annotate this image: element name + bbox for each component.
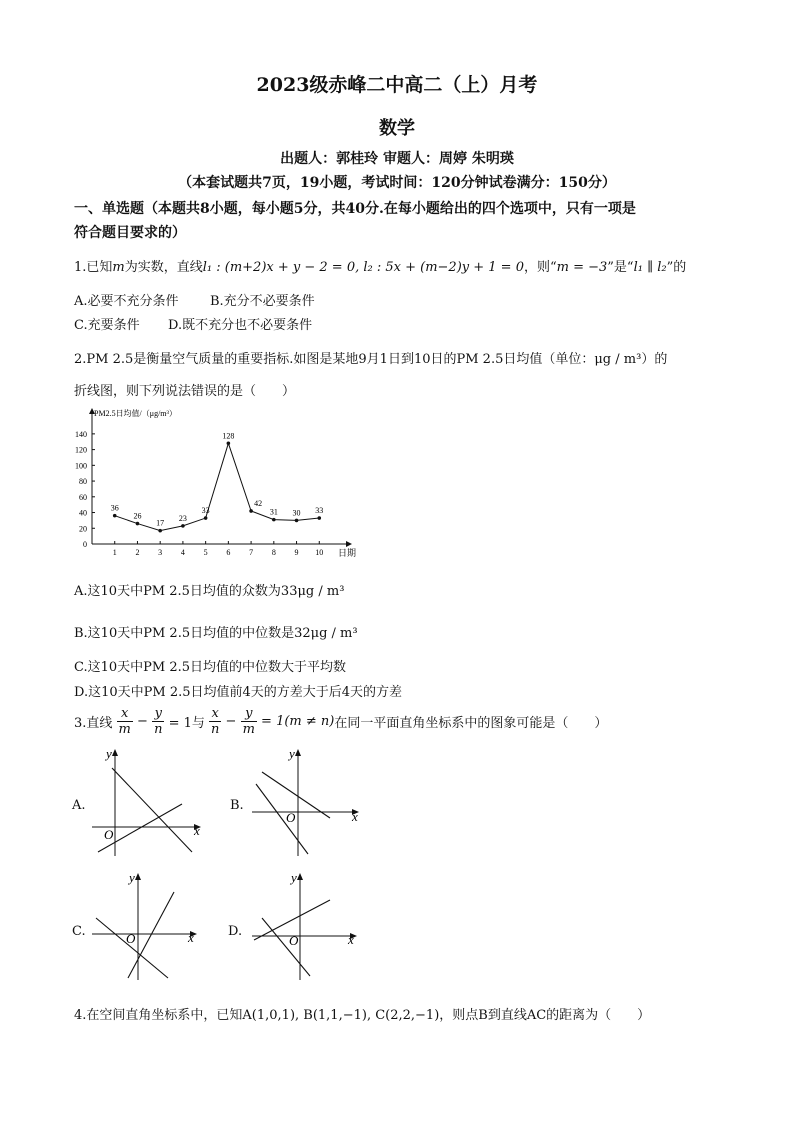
q1-equations: l₁ : (m+2)x + y − 2 = 0, l₂ : 5x + (m−2)y + 1 = 0 <box>202 260 524 275</box>
chart-y-tick-label: 40 <box>79 508 87 518</box>
q3-frac-x-over-n <box>209 706 221 737</box>
pm25-line-chart <box>60 404 380 564</box>
q3-eq1-tail: = 1与 <box>168 716 205 731</box>
chart-x-tick-label: 2 <box>135 548 140 557</box>
question-1-stem <box>74 256 686 275</box>
q1-mid1: 为实数，直线 <box>124 260 203 275</box>
q1-option-c[interactable]: C.充要条件 <box>74 318 140 333</box>
x-label: x <box>188 930 194 945</box>
q3-graph-d[interactable] <box>248 868 368 984</box>
chart-data-label: 33 <box>315 506 324 516</box>
q3-f2-num: y <box>152 706 164 722</box>
chart-data-label: 17 <box>156 518 165 528</box>
y-label: y <box>289 746 295 761</box>
chart-data-label: 26 <box>133 511 142 521</box>
q1-option-d[interactable]: D.既不充分也不必要条件 <box>168 318 313 333</box>
q3-f3-den: n <box>211 722 220 737</box>
chart-data-point <box>317 516 321 520</box>
chart-data-point <box>158 529 162 533</box>
chart-data-label: 30 <box>292 508 301 518</box>
q3-graph-a[interactable] <box>88 744 208 860</box>
y-label: y <box>291 870 297 885</box>
chart-x-tick-label: 6 <box>226 548 231 557</box>
chart-data-label: 23 <box>178 513 187 523</box>
y-label: y <box>129 870 135 885</box>
subject-title: 数学 <box>379 118 415 139</box>
chart-data-label: 36 <box>110 503 119 513</box>
q3-f1-num: x <box>117 706 133 722</box>
q1-mid3: ”是“ <box>607 260 634 275</box>
chart-data-point <box>136 522 140 526</box>
chart-x-tick-label: 9 <box>294 548 299 557</box>
chart-data-point <box>181 524 185 528</box>
q2-option-b[interactable]: B.这10天中PM 2.5日均值的中位数是32μg / m³ <box>74 626 358 641</box>
q3-option-d-label[interactable]: D. <box>228 924 243 939</box>
q3-minus-1: − <box>137 714 148 729</box>
line-1 <box>96 918 168 978</box>
chart-x-tick-label: 1 <box>112 548 117 557</box>
chart-data-point <box>272 518 276 522</box>
chart-y-tick-label: 120 <box>75 445 87 455</box>
chart-x-tick-label: 5 <box>203 548 208 557</box>
section-heading-line2: 符合题目要求的） <box>74 225 186 241</box>
q3-frac-y-over-m <box>241 706 257 737</box>
chart-y-tick-label: 0 <box>83 540 87 549</box>
chart-data-label: 42 <box>254 498 263 508</box>
q3-option-a-label[interactable]: A. <box>72 798 86 813</box>
chart-x-tick-label: 8 <box>271 548 276 557</box>
chart-x-tick-label: 3 <box>158 548 163 557</box>
q2-option-c[interactable]: C.这10天中PM 2.5日均值的中位数大于平均数 <box>74 660 347 675</box>
q1-option-a[interactable]: A.必要不充分条件 <box>74 294 179 309</box>
chart-data-label: 33 <box>201 506 210 516</box>
chart-data-point <box>295 519 299 523</box>
line-2 <box>262 918 310 976</box>
q3-f3-num: x <box>209 706 221 722</box>
q3-frac-y-over-n <box>152 706 164 737</box>
q3-f4-num: y <box>241 706 257 722</box>
line-1 <box>262 772 330 818</box>
x-label: x <box>194 823 200 838</box>
authors-line: 出题人：郭桂玲 审题人：周婷 朱明瑛 <box>280 151 514 167</box>
x-label: x <box>352 809 358 824</box>
q3-option-c-label[interactable]: C. <box>72 924 86 939</box>
question-3-stem <box>74 706 607 737</box>
chart-y-tick-label: 140 <box>75 429 87 439</box>
section-heading-line1: 一、单选题（本题共8小题，每小题5分，共40分.在每小题给出的四个选项中，只有一项是 <box>74 201 636 217</box>
chart-x-axis-arrow <box>346 541 352 547</box>
q2-unit: μg / m³ <box>594 352 642 367</box>
q3-option-b-label[interactable]: B. <box>230 798 244 813</box>
q2-option-d[interactable]: D.这10天中PM 2.5日均值前4天的方差大于后4天的方差 <box>74 685 403 700</box>
chart-data-point <box>113 514 117 518</box>
x-label: x <box>348 932 354 947</box>
q3-f1-den: m <box>118 722 131 737</box>
q1-var-m: m <box>112 260 125 275</box>
origin-label: O <box>286 810 296 825</box>
chart-y-tick-label: 60 <box>79 492 87 502</box>
chart-x-tick-label: 4 <box>180 548 185 557</box>
chart-series-line <box>115 443 320 530</box>
question-4-stem: 4.在空间直角坐标系中，已知A(1,0,1), B(1,1,−1), C(2,2,−1)，则点B到直线AC的距离为（ ） <box>74 1008 651 1023</box>
q3-minus-2: − <box>225 714 237 729</box>
q3-suffix: 在同一平面直角坐标系中的图象可能是（ ） <box>334 716 608 731</box>
chart-x-label: 日期 <box>338 548 357 558</box>
q2-line1-suffix: ）的 <box>641 352 668 367</box>
q3-graph-c[interactable] <box>88 868 208 984</box>
origin-label: O <box>126 931 136 946</box>
origin-label: O <box>289 933 299 948</box>
chart-y-tick-label: 20 <box>79 524 87 534</box>
q1-mid2: ，则“ <box>523 260 557 275</box>
chart-data-label: 128 <box>222 431 235 441</box>
chart-y-tick-label: 100 <box>75 461 87 471</box>
q1-suffix: ”的 <box>666 260 687 275</box>
q2-option-a[interactable]: A.这10天中PM 2.5日均值的众数为33μg / m³ <box>74 584 345 599</box>
q1-parallel: l₁ ∥ l₂ <box>633 260 667 275</box>
chart-data-point <box>204 516 208 520</box>
question-2-stem-line2: 折线图，则下列说法错误的是（ ） <box>74 384 296 399</box>
chart-data-point <box>227 442 231 446</box>
chart-data-label: 31 <box>269 507 278 517</box>
q1-condition: m = −3 <box>556 260 608 275</box>
exam-info: （本套试题共7页，19小题，考试时间：120分钟试卷满分：150分） <box>178 175 616 191</box>
q3-f2-den: n <box>154 722 163 737</box>
exam-title: 2023级赤峰二中高二（上）月考 <box>256 74 538 96</box>
chart-data-point <box>249 509 253 513</box>
origin-label: O <box>104 827 114 842</box>
q3-prefix: 3.直线 <box>74 716 113 731</box>
q1-option-b[interactable]: B.充分不必要条件 <box>210 294 315 309</box>
chart-title: PM2.5日均值/（μg/m³） <box>94 409 177 418</box>
chart-x-tick-label: 10 <box>315 548 324 557</box>
q3-graph-b[interactable] <box>248 744 368 860</box>
q2-line1-prefix: 2.PM 2.5是衡量空气质量的重要指标.如图是某地9月1日到10日的PM 2.5日均值（单位： <box>74 352 595 367</box>
q3-frac-x-over-m <box>117 706 133 737</box>
y-label: y <box>106 746 112 761</box>
q3-f4-den: m <box>242 722 255 737</box>
chart-y-tick-label: 80 <box>79 477 87 487</box>
question-2-stem-line1 <box>74 348 667 367</box>
q3-eq2-tail: = 1(m ≠ n) <box>261 714 335 729</box>
q1-prefix: 1.已知 <box>74 260 113 275</box>
chart-x-tick-label: 7 <box>249 548 254 557</box>
line-2 <box>256 784 308 854</box>
line-1 <box>112 768 192 852</box>
